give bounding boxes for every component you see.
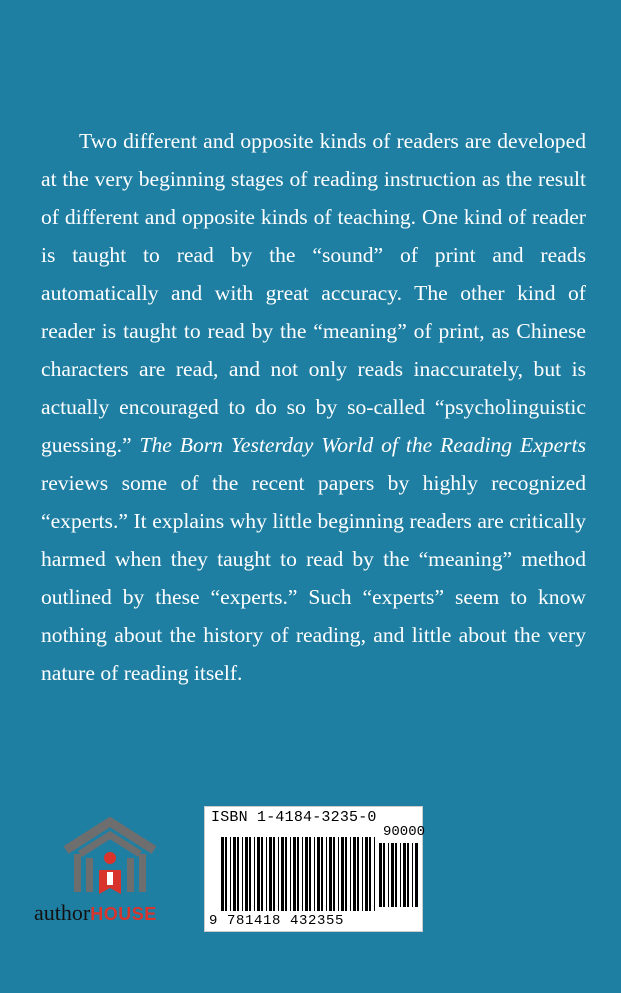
barcode-bar [369, 837, 371, 911]
barcode-bar [388, 843, 389, 907]
barcode-bar [266, 837, 267, 911]
barcode-bar [285, 837, 287, 911]
barcode-bar [365, 837, 368, 911]
barcode-bar [273, 837, 275, 911]
isbn-barcode-label [204, 806, 426, 932]
barcode-bar [230, 837, 231, 911]
barcode-bar [302, 837, 303, 911]
barcode-bar [345, 837, 347, 911]
barcode-bar [245, 837, 248, 911]
barcode-bar [383, 843, 385, 907]
barcode-bar [362, 837, 363, 911]
barcode-bar [326, 837, 327, 911]
barcode-bar [242, 837, 243, 911]
addon-barcode-bars [379, 843, 419, 907]
barcode-bar [281, 837, 284, 911]
barcode-bar [233, 837, 236, 911]
price-code: 90000 [383, 824, 426, 840]
barcode-bar [412, 843, 413, 907]
blurb-text-part2: reviews some of the recent papers by highly recognized “experts.” It explains why little beginning readers are critically harmed when they taught to read by the “meaning” method outlined by these “experts.” Such “experts” seem to know nothing about the history of reading, and little about the very nature of reading itself. [41, 471, 586, 685]
barcode-bar [293, 837, 296, 911]
barcode-bar [225, 837, 227, 911]
barcode-bar [357, 837, 359, 911]
barcode-bar [257, 837, 260, 911]
publisher-logo [34, 816, 184, 926]
barcode-bar [353, 837, 356, 911]
barcode-bar [237, 837, 239, 911]
publisher-name-prefix: author [34, 900, 91, 925]
barcode-bar [221, 837, 224, 911]
barcode-bar [374, 837, 375, 911]
barcode-bar [407, 843, 409, 907]
barcode-bar [317, 837, 320, 911]
ean-digits: 9 781418 432355 [209, 913, 345, 929]
barcode-bar [333, 837, 335, 911]
barcode-bar [350, 837, 351, 911]
publisher-name-suffix: HOUSE [90, 904, 157, 924]
isbn-number: ISBN 1-4184-3235-0 [211, 809, 377, 826]
back-cover-blurb [41, 122, 586, 692]
barcode-bar [338, 837, 339, 911]
barcode-bar [249, 837, 251, 911]
barcode-bar [415, 843, 418, 907]
barcode-bar [341, 837, 344, 911]
authorhouse-house-icon [60, 816, 160, 896]
barcode-bar [400, 843, 401, 907]
barcode-bar [254, 837, 255, 911]
barcode-bar [269, 837, 272, 911]
book-title-italic: The Born Yesterday World of the Reading Experts [139, 433, 586, 457]
publisher-name [34, 900, 184, 927]
barcode-bar [297, 837, 299, 911]
barcode-bar [379, 843, 382, 907]
barcode-bar [278, 837, 279, 911]
barcode-bar [391, 843, 394, 907]
barcode-bar [321, 837, 323, 911]
barcode-bar [261, 837, 263, 911]
barcode-bar [290, 837, 291, 911]
blurb-text-part1: Two different and opposite kinds of readers are developed at the very beginning stages of reading instruction as the result of different and opposite kinds of teaching. One kind of reader is taught to read by the “sound” of print and reads automatically and with great accuracy. The other kind of reader is taught to read by the “meaning” of print, as Chinese characters are read, and not only reads inaccurately, but is actually encouraged to do so by so-called “psycholinguistic guessing.” [41, 129, 586, 457]
barcode-bar [309, 837, 311, 911]
barcode-bar [395, 843, 397, 907]
ean-barcode-bars [221, 837, 377, 911]
barcode-bar [305, 837, 308, 911]
barcode-bar [403, 843, 406, 907]
barcode-bar [329, 837, 332, 911]
barcode-bar [314, 837, 315, 911]
